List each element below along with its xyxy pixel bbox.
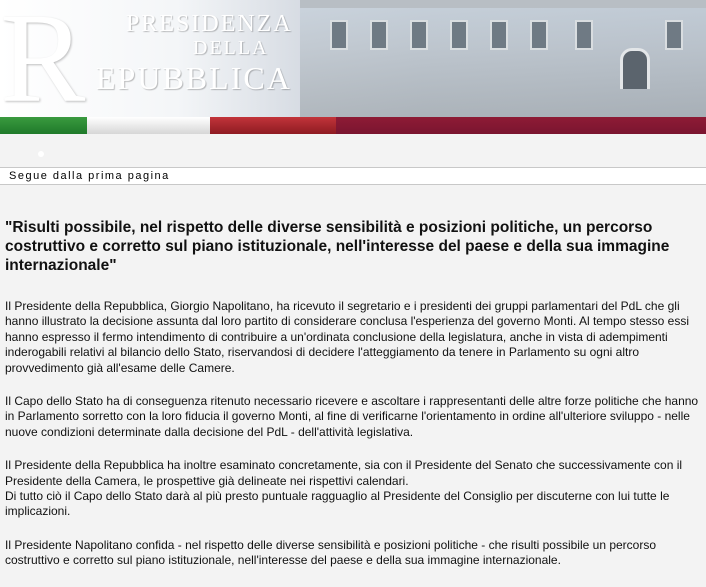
article-paragraph: Il Capo dello Stato ha di conseguenza ritenuto necessario ricevere e ascoltare i rappresentanti delle altre forze politiche che hanno in Parlamento sorretto con la loro fiducia il governo Monti, al fine di verificarne l'orientamento in ordine all'ulteriore sviluppo - nelle nuove condizioni determinate dalla decisione del PdL - dell'attività legislativa.	[5, 394, 699, 439]
palace-window	[530, 20, 548, 50]
logo-letter: R	[0, 0, 86, 117]
segue-bar	[0, 167, 706, 185]
title-line-della: DELLA	[193, 37, 269, 59]
palace-window	[575, 20, 593, 50]
segue-label: Segue dalla prima pagina	[9, 170, 170, 182]
flag-stripe-bordeaux	[336, 117, 706, 134]
palace-window	[490, 20, 508, 50]
header-spacer	[0, 134, 706, 167]
palace-window	[410, 20, 428, 50]
palace-window	[450, 20, 468, 50]
palace-window	[330, 20, 348, 50]
article-paragraph: Di tutto ciò il Capo dello Stato darà al più presto puntuale ragguaglio al Presidente del Consiglio per discuterne con lui tutte le implicazioni.	[5, 489, 670, 519]
site-header	[0, 0, 706, 117]
article-content	[5, 218, 701, 587]
title-line-repubblica: EPUBBLICA	[96, 60, 292, 96]
flag-stripe-white	[87, 117, 210, 134]
article-headline: "Risulti possibile, nel rispetto delle diverse sensibilità e posizioni politiche, un percorso costruttivo e corretto sul piano istituzionale, nell'interesse del paese e della sua immagine internazionale"	[5, 219, 670, 274]
article-paragraph: Il Presidente della Repubblica, Giorgio Napolitano, ha ricevuto il segretario e i presidenti dei gruppi parlamentari del PdL che gli hanno illustrato la decisione assunta dal loro partito di considerare conclusa l'esperienza del governo Monti. Al tempo stesso essi hanno espresso il fermo intendimento di contribuire a un'ordinata conclusione della legislatura, anche in vista di adempimenti inderogabili relativi al bilancio dello Stato, riservandosi di decidere l'atteggiamento da tenere in Parlamento su ogni altro provvedimento già all'esame delle Camere.	[5, 299, 690, 375]
palace-window	[370, 20, 388, 50]
title-line-presidenza: PRESIDENZA	[126, 11, 293, 37]
palace-window	[665, 20, 683, 50]
palace-roof	[300, 0, 706, 8]
palace-door	[620, 48, 650, 89]
article-paragraph: Il Presidente della Repubblica ha inoltre esaminato concretamente, sia con il Presidente del Senato che successivamente con il Presidente della Camera, le prospettive già delineate nei rispettivi calendari.	[5, 458, 683, 488]
bullet-dot	[38, 151, 44, 157]
article-paragraph: Il Presidente Napolitano confida - nel rispetto delle diverse sensibilità e posizioni politiche - che risulti possibile un percorso costruttivo e corretto sul piano istituzionale, nell'interesse del paese e della sua immagine internazionale.	[5, 537, 657, 568]
flag-stripe-red	[210, 117, 336, 134]
flag-stripe-green	[0, 117, 87, 134]
